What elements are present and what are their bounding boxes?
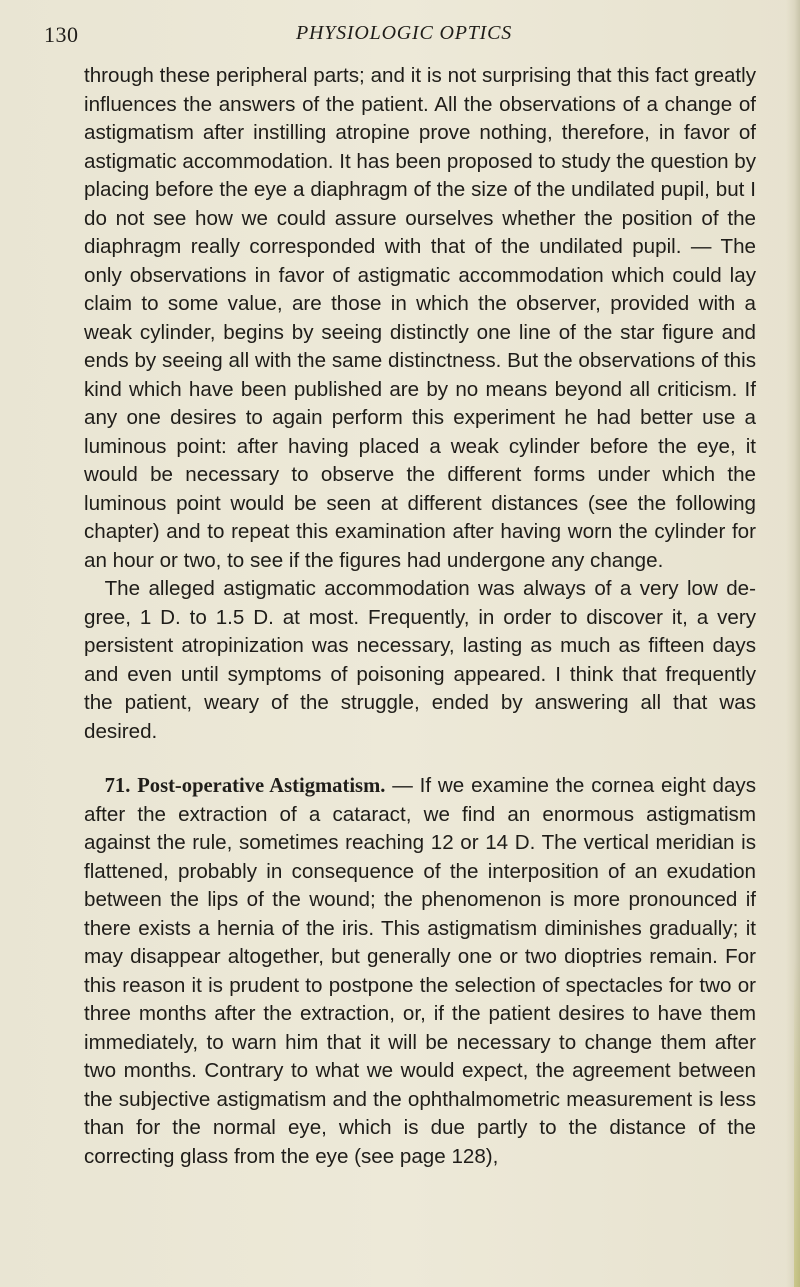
page-edge-stain bbox=[794, 960, 800, 1287]
section-number: 71. bbox=[104, 775, 131, 797]
paragraph-2: The alleged astigmatic accommodation was always of a very low degree, 1 D. to 1.5 D. at most. Frequently, in order to discover it, a very persistent atropinization was necessary, lasting as much as fifteen days and even until symptoms of poisoning appeared. I think that frequently the patient, weary of the struggle, ended by answering all that was desired. bbox=[84, 577, 756, 743]
section-title: Post-operative Astigmatism. bbox=[137, 775, 386, 797]
page-header bbox=[44, 22, 764, 52]
paragraph-1: through these peripheral parts; and it is not surprising that this fact greatly influences the answers of the patient. All the observations of a change of astigmatism after instilling atropine prove nothing, therefore, in favor of astigmatic accommodation. It has been proposed to study the question by placing before the eye a diaphragm of the size of the undilated pupil, but I do not see how we could assure ourselves whether the position of the diaphragm really corresponded with that of the undilated pupil. — The only observations in favor of astigmatic accommodation which could lay claim to some value, are those in which the observer, provided with a weak cylinder, begins by seeing distinctly one line of the star figure and ends by seeing all with the same distinctness. But the observations of this kind which have been published are by no means beyond all criticism. If any one desires to again perform this experiment he had better use a luminous point: after having placed a weak cylinder before the eye, it would be necessary to observe the different forms under which the luminous point would be seen at different distances (see the following chapter) and to repeat this examination after having worn the cylinder for an hour or two, to see if the figures had undergone any change. bbox=[84, 64, 756, 572]
section-71 bbox=[84, 772, 756, 1171]
body-text bbox=[84, 62, 756, 1171]
page-number: 130 bbox=[44, 22, 79, 47]
paragraph-3: — If we examine the cornea eight days after the extraction of a cataract, we find an enormous astigmatism against the rule, sometimes reaching 12 or 14 D. The vertical meridian is flattened, probably in consequence of the interposition of an exudation between the lips of the wound; the phenomenon is more pronounced if there exists a hernia of the iris. This astigmatism diminishes gradually; it may disappear altogether, but generally one or two dioptries remain. For this reason it is prudent to postpone the selection of spectacles for two or three months after the extraction, or, if the patient desires to have them immediately, to warn him that it will be necessary to change them after two months. Contrary to what we would expect, the agreement between the subjective astigmatism and the ophthalmometric measurement is less than for the normal eye, which is due partly to the distance of the correcting glass from the eye (see page 128), bbox=[84, 774, 756, 1168]
running-head: PHYSIOLOGIC OPTICS bbox=[295, 22, 513, 44]
